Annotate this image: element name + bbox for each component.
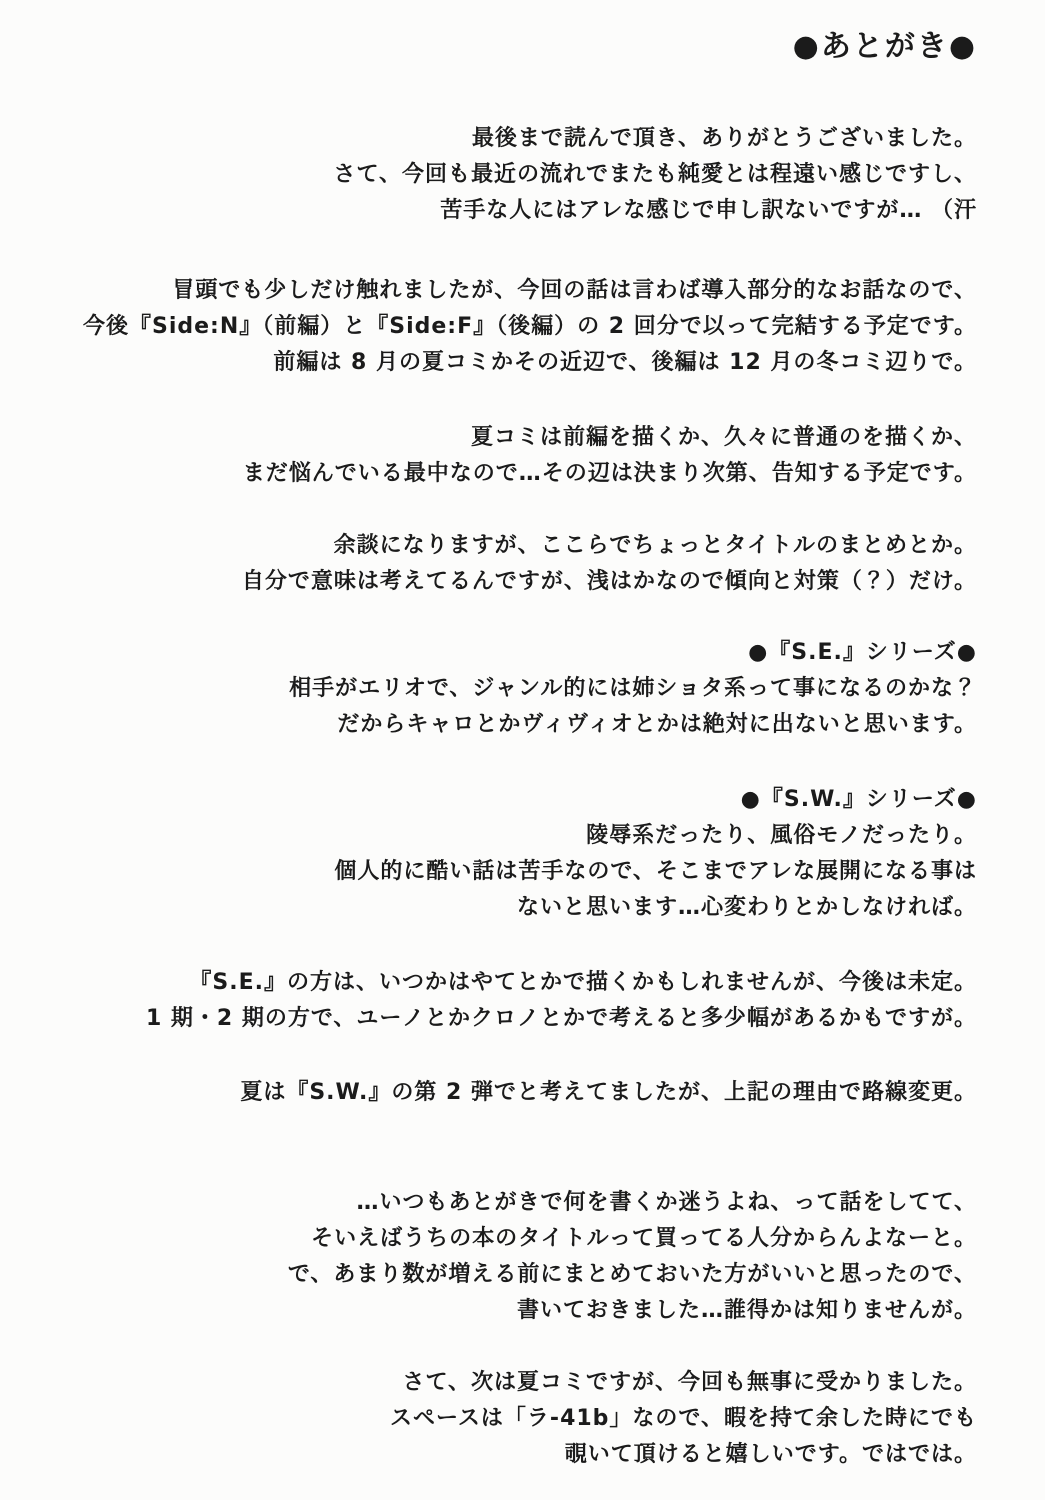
text-line: 今後『Side:N』（前編）と『Side:F』（後編）の 2 回分で以って完結する予定です。 bbox=[82, 314, 977, 339]
series-heading-se: ●『S.E.』シリーズ● bbox=[748, 640, 977, 665]
paragraph-thanks bbox=[40, 121, 977, 229]
paragraph-why-written bbox=[40, 1185, 977, 1329]
paragraph-se-future bbox=[40, 965, 977, 1037]
paragraph-closing bbox=[40, 1365, 977, 1473]
paragraph-title-summary bbox=[40, 528, 977, 600]
text-line: で、あまり数が増える前にまとめておいた方がいいと思ったので、 bbox=[287, 1262, 977, 1287]
text-line: 相手がエリオで、ジャンル的には姉ショタ系って事になるのかな？ bbox=[289, 676, 977, 701]
paragraph-natsucomi bbox=[40, 420, 977, 492]
section-se-series bbox=[40, 635, 977, 743]
text-line: 覗いて頂けると嬉しいです。ではでは。 bbox=[564, 1442, 977, 1467]
text-line: 冒頭でも少しだけ触れましたが、今回の話は言わば導入部分的なお話なので、 bbox=[172, 278, 977, 303]
text-line: …いつもあとがきで何を書くか迷うよね、って話をしてて、 bbox=[356, 1190, 977, 1215]
text-line: そいえばうちの本のタイトルって買ってる人分からんよなーと。 bbox=[311, 1226, 977, 1251]
text-line: 余談になりますが、ここらでちょっとタイトルのまとめとか。 bbox=[333, 533, 977, 558]
text-line: さて、次は夏コミですが、今回も無事に受かりました。 bbox=[402, 1370, 977, 1395]
text-line: 1 期・2 期の方で、ユーノとかクロノとかで考えると多少幅があるかもですが。 bbox=[145, 1006, 977, 1031]
text-line: 『S.E.』の方は、いつかはやてとかで描くかもしれませんが、今後は未定。 bbox=[189, 970, 977, 995]
text-line: 前編は 8 月の夏コミかその近辺で、後編は 12 月の冬コミ辺りで。 bbox=[273, 350, 977, 375]
series-heading-sw: ●『S.W.』シリーズ● bbox=[740, 787, 977, 812]
text-line: まだ悩んでいる最中なので…その辺は決まり次第、告知する予定です。 bbox=[242, 461, 977, 486]
text-line: さて、今回も最近の流れでまたも純愛とは程遠い感じですし、 bbox=[333, 162, 977, 187]
page-title: ●あとがき● bbox=[792, 29, 977, 64]
text-line: 苦手な人にはアレな感じで申し訳ないですが… （汗 bbox=[440, 198, 977, 223]
text-line: 個人的に酷い話は苦手なので、そこまでアレな展開になる事は bbox=[334, 859, 977, 884]
section-sw-series bbox=[40, 782, 977, 926]
text-line: 自分で意味は考えてるんですが、浅はかなので傾向と対策（？）だけ。 bbox=[241, 569, 977, 594]
text-line: スペースは「ラ-41b」なので、暇を持て余した時にでも bbox=[390, 1406, 977, 1431]
text-line: 書いておきました…誰得かは知りませんが。 bbox=[516, 1298, 977, 1323]
text-line: 夏は『S.W.』の第 2 弾でと考えてましたが、上記の理由で路線変更。 bbox=[240, 1080, 977, 1105]
text-line: ないと思います…心変わりとかしなければ。 bbox=[516, 895, 977, 920]
text-line: 最後まで読んで頂き、ありがとうございました。 bbox=[471, 126, 977, 151]
text-line: 陵辱系だったり、風俗モノだったり。 bbox=[586, 823, 977, 848]
text-line: 夏コミは前編を描くか、久々に普通のを描くか、 bbox=[470, 425, 977, 450]
paragraph-route-change bbox=[40, 1075, 977, 1111]
paragraph-series-plan bbox=[40, 273, 977, 381]
text-line: だからキャロとかヴィヴィオとかは絶対に出ないと思います。 bbox=[337, 712, 977, 737]
